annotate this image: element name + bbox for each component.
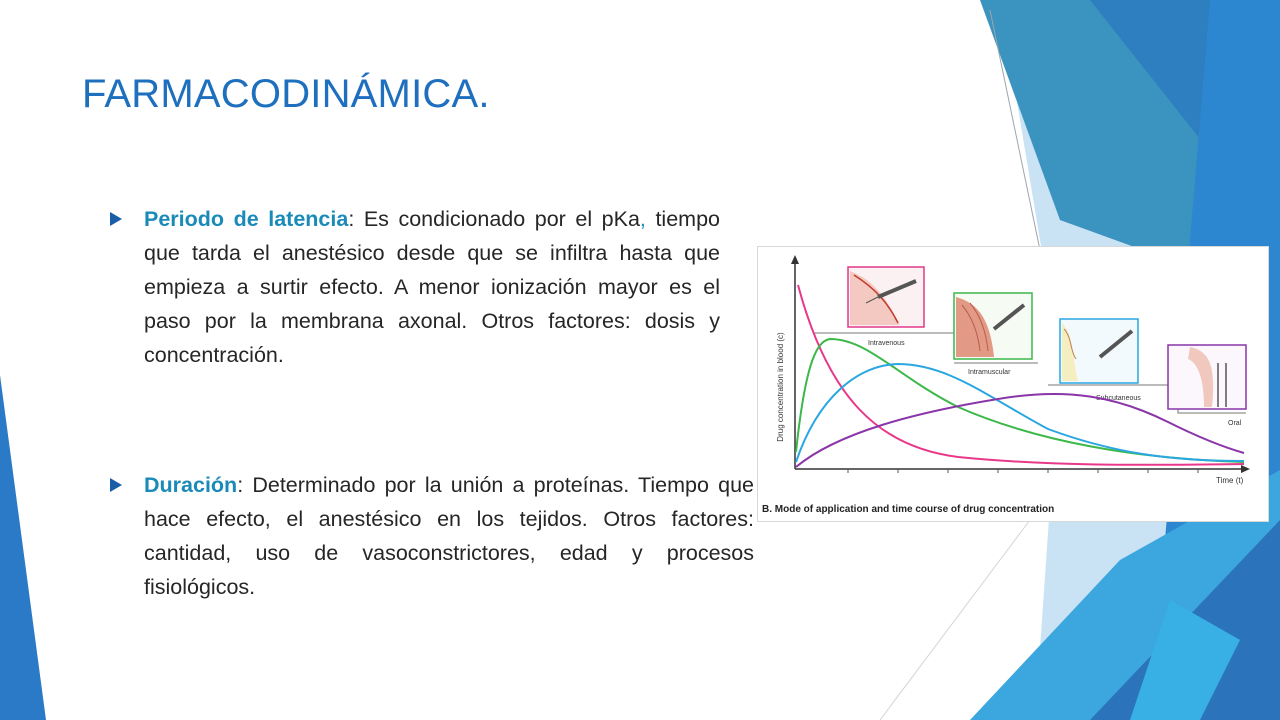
y-axis-arrow-icon <box>791 255 799 264</box>
y-axis-label: Drug concentration in blood (c) <box>776 332 785 442</box>
x-axis-arrow-icon <box>1241 465 1250 473</box>
route-label-oral: Oral <box>1228 420 1242 427</box>
figure-caption: B. Mode of application and time course of drug concentration <box>762 504 1055 515</box>
bullet-item <box>110 468 754 604</box>
subcutaneous-illustration <box>1060 319 1138 383</box>
left-deco-bar <box>0 375 46 720</box>
bullet-text <box>144 468 754 604</box>
bullet-body: : Es condicionado por el pKa <box>348 207 640 231</box>
bullet-body: : Determinado por la unión a proteínas. Tiempo que hace efecto, el anestésico en los tejidos. Otros factores: cantidad, uso de vasoconstrictores, edad y procesos fisiológicos. <box>144 473 754 599</box>
route-label-subcutaneous: Subcutaneous <box>1096 395 1141 402</box>
route-label-intramuscular: Intramuscular <box>968 369 1011 376</box>
bullet-term: Periodo de latencia <box>144 207 349 231</box>
intravenous-illustration <box>848 267 924 327</box>
bullet-comma: , <box>639 207 646 231</box>
triangle-bullet-icon <box>110 212 122 226</box>
oral-illustration <box>1168 345 1246 409</box>
bullet-body-cont: tiempo que tarda el anestésico desde que se infiltra hasta que empieza a surtir efecto. A menor ionización mayor es el paso por la membrana axonal. Otros factores: dosis y concentración. <box>144 207 720 367</box>
triangle-bullet-icon <box>110 478 122 492</box>
x-axis-label: Time (t) <box>1216 476 1244 485</box>
drug-concentration-figure <box>757 246 1269 522</box>
bullet-text <box>144 202 720 372</box>
bullet-term: Duración <box>144 473 238 497</box>
route-label-intravenous: Intravenous <box>868 340 905 347</box>
intramuscular-illustration <box>954 293 1032 359</box>
bullet-list <box>110 202 754 599</box>
bullet-item <box>110 202 720 372</box>
page-title: FARMACODINÁMICA. <box>82 72 490 116</box>
figure-drawing <box>758 247 1268 521</box>
